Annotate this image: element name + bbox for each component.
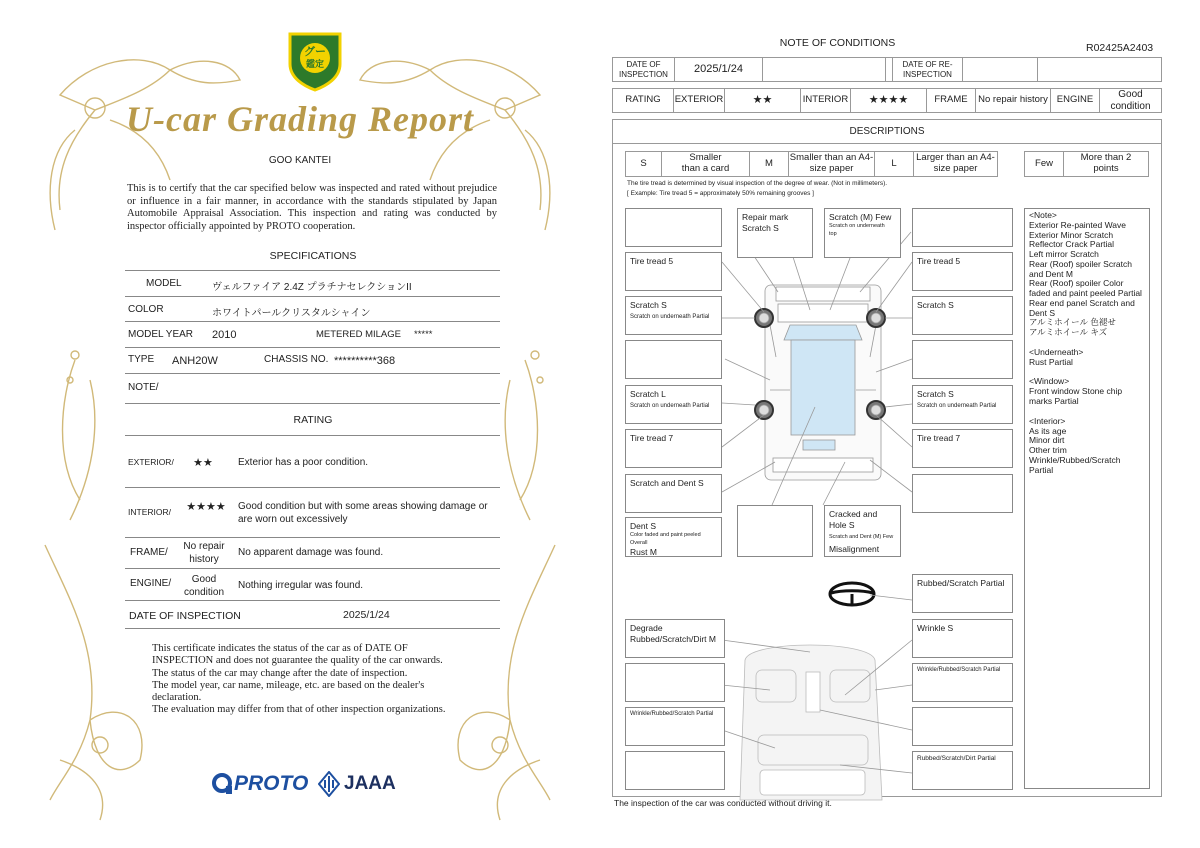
interior-desc: Good condition but with some areas showing damage or are worn out excessively: [238, 501, 488, 525]
date-value: 2025/1/24: [343, 609, 390, 621]
legend-l: L: [874, 151, 914, 177]
engine-desc: Nothing irregular was found.: [238, 580, 364, 591]
exterior-desc: Exterior has a poor condition.: [238, 457, 369, 468]
descriptions-heading: DESCRIPTIONS: [612, 119, 1162, 144]
scratch-m-few-sub: Scratch on underneath: [829, 223, 885, 230]
report-number: R02425A2403: [1086, 42, 1154, 54]
date-label: DATE OF INSPECTION: [129, 610, 241, 622]
note-line: Front window Stone chip marks Partial: [1029, 386, 1123, 407]
note-label: NOTE/: [128, 382, 159, 393]
scratch-s-left-text: Scratch S: [630, 300, 667, 310]
tire-note-1: The tire tread is determined by visual inspection of the degree of wear. (Not in millimeters).: [627, 180, 888, 187]
exterior-stars-cell: ★★: [724, 88, 801, 113]
legend-s-desc: Smaller than a card: [661, 151, 750, 177]
scratch-s-right2-sub: Scratch on underneath Partial: [917, 403, 997, 410]
note-line: Left mirror Scratch: [1029, 249, 1099, 260]
note-line: Other trim: [1029, 445, 1067, 456]
repair-mark-text-2: Scratch S: [742, 223, 779, 234]
legend-few-desc: More than 2 points: [1063, 151, 1149, 177]
engine-label-cell: ENGINE: [1050, 88, 1100, 113]
rating-label: RATING: [612, 88, 674, 113]
dent-s-text: Dent S: [630, 521, 656, 531]
tire-note-2: [ Example: Tire tread 5 = approximately 50% remaining grooves ]: [627, 190, 814, 197]
exterior-stars: ★★: [193, 457, 213, 469]
rubbed-dirt-text: Rubbed/Scratch/Dirt Partial: [917, 755, 996, 762]
disclaimer-line: declaration.: [152, 692, 202, 704]
note-line: Exterior Re-painted Wave: [1029, 219, 1127, 230]
scratch-l-left-text: Scratch L: [630, 389, 666, 399]
chassis-value: **********368: [334, 355, 396, 367]
certificate-title: U-car Grading Report: [125, 99, 474, 139]
proto-logo-text: PROTO: [234, 772, 309, 795]
wrinkle-left-text: Wrinkle/Rubbed/Scratch Partial: [630, 711, 714, 717]
note-line: Rear (Roof) spoiler Color faded and paint peeled Partial: [1029, 278, 1142, 299]
legend-l-desc: Larger than an A4-size paper: [913, 151, 998, 177]
engine-value: Good condition: [183, 574, 225, 598]
legend-m-desc: Smaller than an A4-size paper: [788, 151, 875, 177]
box-scratch-dent: Scratch and Dent S: [625, 474, 722, 513]
interior-label-cell: INTERIOR: [800, 88, 851, 113]
box-rubbed-partial: Rubbed/Scratch Partial: [912, 574, 1013, 613]
jaaa-logo: [318, 770, 396, 798]
box-rubbed-dirt: [912, 751, 1013, 790]
interior-stars-cell: ★★★★: [850, 88, 927, 113]
box-wrinkle-right: [912, 663, 1013, 702]
disclaimer-line: The status of the car may change after the date of inspection.: [152, 667, 408, 679]
cracked-text: Cracked and Hole S: [829, 509, 878, 531]
disclaimer-line: This certificate indicates the status of the car as of DATE OF: [152, 643, 408, 654]
dent-s-text-2: Rust M: [630, 546, 657, 557]
box-degrade: [625, 619, 725, 658]
box-interior-right: [912, 707, 1013, 746]
jaaa-logo-text: JAAA: [344, 773, 396, 794]
note-line: Rear (Roof) spoiler Scratch and Dent M: [1029, 258, 1132, 279]
mileage-label: METERED MILAGE: [316, 329, 401, 340]
cracked-sub: Scratch and Dent (M) Few: [829, 533, 894, 540]
box-tire-fl: Tire tread 5: [625, 252, 722, 291]
conditions-panel: [600, 0, 1200, 848]
model-year-label: MODEL YEAR: [128, 329, 194, 340]
frame-desc: No apparent damage was found.: [238, 547, 384, 558]
legend-m: M: [749, 151, 789, 177]
model-label: MODEL: [146, 278, 182, 289]
svg-text:グー: グー: [304, 45, 326, 58]
scratch-s-left-sub: Scratch on underneath Partial: [630, 314, 710, 321]
interior-stars: ★★★★: [186, 501, 226, 513]
note-line: Reflector Crack Partial: [1029, 239, 1115, 250]
box-scratch-s-right: Scratch S: [912, 296, 1013, 335]
reinspection-label: DATE OF RE-INSPECTION: [892, 57, 963, 82]
jaaa-mark-icon: [318, 771, 340, 797]
scratch-s-right2-text: Scratch S: [917, 389, 954, 399]
note-line: <Note>: [1029, 210, 1057, 220]
degrade-text: Degrade: [630, 623, 663, 633]
frame-label-cell: FRAME: [926, 88, 976, 113]
type-value: ANH20W: [172, 355, 218, 367]
dent-s-sub: Color faded and paint peeled Overall: [630, 532, 701, 546]
note-line: Rear end panel Scratch and Dent S: [1029, 297, 1135, 318]
color-label: COLOR: [128, 304, 164, 315]
certify-text: This is to certify that the car specified below was inspected and rated without prejudice or influence in a fair manner, in accordance with the standards stipulated by Japan Automobile Appraisal Association. This inspection and rating was conducted by inspector officially appointed by PROTO cooperation.: [127, 183, 497, 232]
box-tire-rr: Tire tread 7: [912, 429, 1013, 468]
engine-value-cell: Good condition: [1099, 88, 1162, 113]
note-line: <Interior>: [1029, 415, 1066, 426]
frame-label: FRAME/: [130, 547, 168, 558]
type-label: TYPE: [128, 354, 155, 365]
chassis-label: CHASSIS NO.: [264, 354, 329, 365]
scratch-m-few-sub2: top: [829, 230, 837, 237]
model-value: ヴェルファイア 2.4Z プラチナセレクションII: [212, 282, 412, 293]
conditions-title: NOTE OF CONDITIONS: [779, 37, 896, 49]
note-line: Exterior Minor Scratch: [1029, 229, 1114, 240]
scratch-l-left-sub: Scratch on underneath Partial: [630, 403, 710, 410]
note-line: アルミホイール キズ: [1029, 327, 1108, 338]
mileage-value: *****: [414, 329, 433, 340]
wrinkle-right-text: Wrinkle/Rubbed/Scratch Partial: [917, 667, 1001, 673]
repair-mark-text: Repair mark: [742, 212, 789, 222]
proto-mark-icon: [212, 772, 234, 796]
frame-value-cell: No repair history: [975, 88, 1051, 113]
degrade-text-2: Rubbed/Scratch/Dirt M: [630, 634, 716, 645]
proto-logo: [212, 770, 308, 798]
color-value: ホワイトパールクリスタルシャイン: [212, 308, 371, 319]
disclaimer-line: The evaluation may differ from that of other inspection organizations.: [152, 704, 446, 716]
exterior-label: EXTERIOR/: [128, 457, 174, 467]
box-tire-rl: Tire tread 7: [625, 429, 722, 468]
date-inspection-label: DATE OF INSPECTION: [612, 57, 675, 82]
note-line: <Window>: [1029, 376, 1070, 387]
legend-s: S: [625, 151, 662, 177]
date-inspection-value: 2025/1/24: [674, 57, 763, 82]
cracked-text-2: Misalignment: [829, 544, 880, 555]
goo-kantei-badge: [286, 30, 344, 92]
note-line: アルミホイール 色褪せ: [1029, 317, 1116, 328]
note-line: Rust Partial: [1029, 356, 1073, 367]
scratch-m-few-text: Scratch (M) Few: [829, 212, 892, 222]
disclaimer-line: The model year, car name, mileage, etc. are based on the dealer's: [152, 679, 425, 691]
box-interior-left: [625, 663, 725, 702]
note-line: <Underneath>: [1029, 346, 1084, 357]
box-interior-bottom-left: [625, 751, 725, 790]
disclaimer: [152, 643, 472, 717]
interior-label: INTERIOR/: [128, 507, 171, 517]
rating-heading: RATING: [293, 414, 333, 426]
engine-label: ENGINE/: [130, 578, 172, 589]
note-line: Wrinkle/Rubbed/Scratch Partial: [1029, 454, 1121, 475]
exterior-label-cell: EXTERIOR: [673, 88, 725, 113]
conditions-footer: The inspection of the car was conducted without driving it.: [614, 798, 832, 808]
frame-value: No repair history: [183, 541, 225, 565]
legend-few: Few: [1024, 151, 1064, 177]
notes-box: [1024, 208, 1150, 789]
box-wrinkle-s: Wrinkle S: [912, 619, 1013, 658]
box-wrinkle-left: [625, 707, 725, 746]
model-year-value: 2010: [212, 329, 237, 341]
specs-heading: SPECIFICATIONS: [269, 250, 357, 262]
note-line: Minor dirt: [1029, 435, 1065, 446]
box-tire-fr: Tire tread 5: [912, 252, 1013, 291]
disclaimer-line: INSPECTION and does not guarantee the quality of the car onwards.: [152, 655, 443, 667]
svg-text:鑑定: 鑑定: [305, 60, 325, 70]
note-line: As its age: [1029, 425, 1067, 436]
certificate-subtitle: GOO KANTEI: [268, 155, 332, 166]
